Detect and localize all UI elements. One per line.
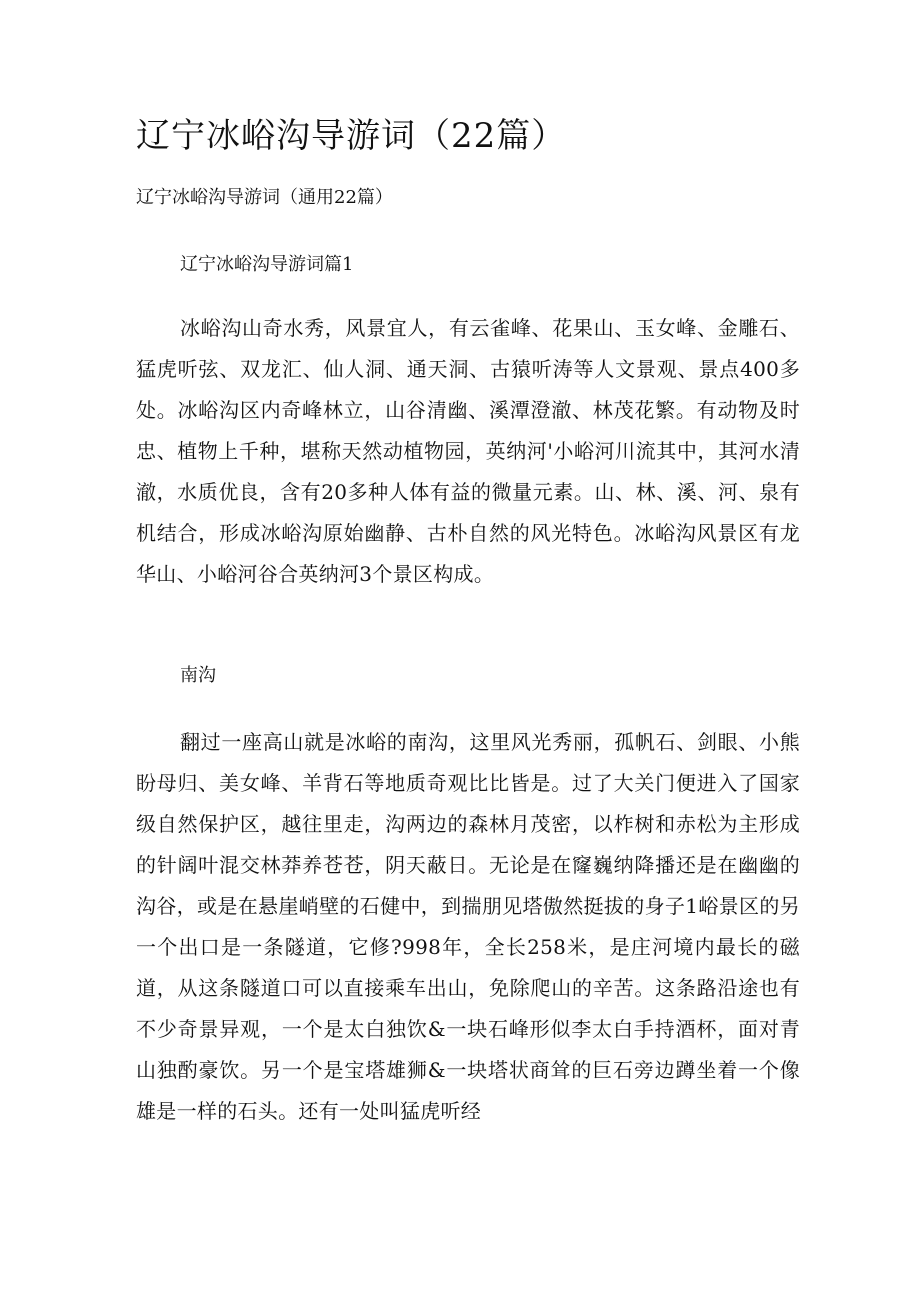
section-heading-2: 南沟 bbox=[180, 665, 216, 686]
section-paragraph-2: 翻过一座高山就是冰峪的南沟，这里风光秀丽，孤帆石、剑眼、小熊盼母归、美女峰、羊背石等地质奇观比比皆是。过了大关门便进入了国家级自然保护区，越往里走，沟两边的森林月茂密，以柞树和赤松为主形成的针阔叶混交林莽养苍苍，阴天蔽日。无论是在窿巍纳降播还是在幽幽的沟谷，或是在悬崖峭壁的石健中，到揣朋见塔傲然挺拔的身子1峪景区的另一个出口是一条隧道，它修?998年，全长258米，是庄河境内最长的磁道，从这条隧道口可以直接乘车出山，免除爬山的辛苦。这条路沿途也有不少奇景异观，一个是太白独饮&一块石峰形似李太白手持酒杯，面对青山独酌豪饮。另一个是宝塔雄狮&一块塔状商耸的巨石旁边蹲坐着一个像雄是一样的石头。还有一处叫猛虎听经 bbox=[136, 730, 800, 1123]
document-subtitle: 辽宁冰峪沟导游词（通用22篇） bbox=[136, 187, 393, 208]
document-title: 辽宁冰峪沟导游词（22篇） bbox=[136, 116, 567, 156]
section-heading-1: 辽宁冰峪沟导游词篇1 bbox=[180, 254, 354, 275]
section-paragraph-1: 冰峪沟山奇水秀，风景宜人，有云雀峰、花果山、玉女峰、金雕石、猛虎听弦、双龙汇、仙人洞、通天洞、古猿听涛等人文景观、景点400多处。冰峪沟区内奇峰林立，山谷清幽、溪潭澄澈、林茂花繁。有动物及时忠、植物上千种，堪称天然动植物园，英纳河'小峪河川流其中，其河水清澈，水质优良，含有20多种人体有益的微量元素。山、林、溪、河、泉有机结合，形成冰峪沟原始幽静、古朴自然的风光特色。冰峪沟风景区有龙华山、小峪河谷合英纳河3个景区构成。 bbox=[136, 316, 800, 586]
